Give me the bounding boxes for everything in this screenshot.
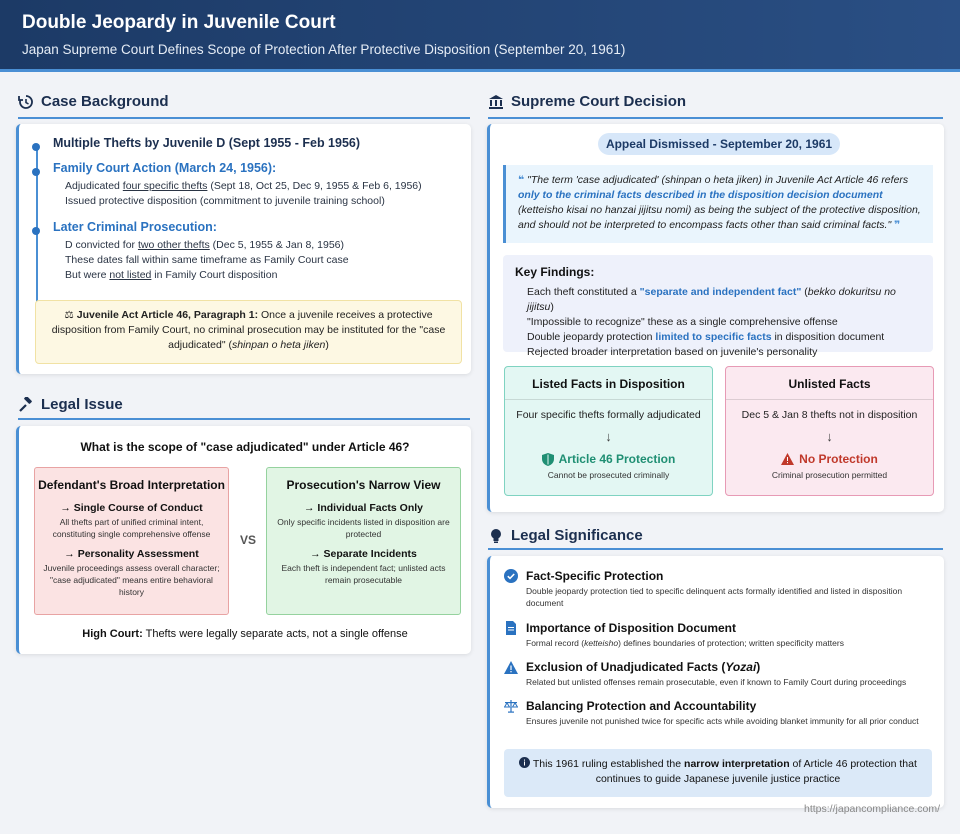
significance-item: Fact-Specific Protection Double jeopardy protection tied to specific delinquent acts formally identified and listed in disposition document	[504, 569, 924, 609]
finding-item: Rejected broader interpretation based on juvenile's personality	[527, 346, 818, 358]
timeline-item: Family Court Action (March 24, 1956): Adjudicated four specific thefts (Sept 18, Oct 25, Dec 9, 1955 & Feb 6, 1956) Issued protective disposition (commitment to juvenile training school)	[37, 161, 457, 209]
defendant-interpretation-box: Defendant's Broad Interpretation → Single Course of Conduct All thefts part of unified criminal intent, constituting single comprehensive offense → Personality Assessment Juvenile proceedings assess overall character; "case adjudicated" means entire behavioral history	[34, 467, 229, 615]
timeline	[37, 134, 457, 283]
significance-item: Balancing Protection and Accountability Ensures juvenile not punished twice for specific acts while avoiding blanket immunity for all prior conduct	[504, 699, 924, 727]
significance-item: Importance of Disposition Document Formal record (ketteisho) defines boundaries of protection; written specificity matters	[504, 621, 924, 649]
section-divider	[18, 117, 470, 119]
prosecution-view-box: Prosecution's Narrow View → Individual Facts Only Only specific incidents listed in disposition are protected → Separate Incidents Each theft is independent fact; unlisted acts remain prosecutable	[266, 467, 461, 615]
case-background-card	[16, 124, 471, 374]
issue-question: What is the scope of "case adjudicated" under Article 46?	[80, 440, 410, 454]
listed-facts-box: Listed Facts in Disposition Four specific thefts formally adjudicated ↓ Article 46 Protection Cannot be prosecuted criminally	[504, 366, 713, 496]
timeline-dot	[32, 227, 40, 235]
article-46-callout: ⚖ Juvenile Act Article 46, Paragraph 1: Once a juvenile receives a protective disposition from Family Court, no criminal prosecution may be instituted for the "case adjudicated" (shinpan o heta jiken)	[35, 300, 462, 364]
case-background-heading: Case Background	[18, 93, 169, 110]
page-header	[0, 0, 960, 72]
warning-icon	[781, 453, 794, 465]
page-title: Double Jeopardy in Juvenile Court	[22, 12, 336, 33]
timeline-dot	[32, 168, 40, 176]
unlisted-facts-box: Unlisted Facts Dec 5 & Jan 8 thefts not in disposition ↓ No Protection Criminal prosecution permitted	[725, 366, 934, 496]
down-arrow-icon: ↓	[605, 429, 612, 444]
timeline-item: Multiple Thefts by Juvenile D (Sept 1955 - Feb 1956)	[37, 136, 457, 150]
decision-card	[487, 124, 944, 512]
check-circle-icon	[504, 569, 518, 583]
ruling-summary: This 1961 ruling established the narrow interpretation of Article 46 protection that continues to guide Japanese juvenile justice practice	[504, 749, 932, 797]
significance-item: Exclusion of Unadjudicated Facts (Yozai) Related but unlisted offenses remain prosecutable, even if known to Family Court during proceedings	[504, 660, 924, 688]
vs-label: VS	[240, 533, 257, 547]
page-subtitle: Japan Supreme Court Defines Scope of Protection After Protective Disposition (September 20, 1961)	[22, 42, 626, 57]
section-divider	[488, 548, 943, 550]
timeline-detail: Adjudicated four specific thefts (Sept 18, Oct 25, Dec 9, 1955 & Feb 6, 1956)	[65, 180, 422, 192]
shield-icon	[542, 453, 554, 466]
high-court-note: High Court: Thefts were legally separate acts, not a single offense	[82, 628, 408, 640]
finding-item: "Impossible to recognize" these as a single comprehensive offense	[527, 316, 838, 328]
warning-icon	[504, 661, 518, 674]
gavel-icon	[18, 397, 34, 413]
info-icon	[519, 757, 530, 768]
document-icon	[504, 621, 518, 635]
balance-scale-icon	[504, 699, 518, 713]
courthouse-icon	[488, 94, 504, 110]
legal-issue-card	[16, 426, 471, 654]
down-arrow-icon: ↓	[826, 429, 833, 444]
finding-item: Each theft constituted a "separate and independent fact" (bekko dokuritsu no jijitsu)	[527, 286, 896, 313]
key-findings: Key Findings: Each theft constituted a "separate and independent fact" (bekko dokuritsu no jijitsu) "Impossible to recognize" these as a single comprehensive offense Double jeopardy protection limited to specific facts in disposition document Rejected broader interpretation based on juvenile's personality	[503, 255, 933, 352]
section-divider	[488, 117, 943, 119]
court-quote: ❝ "The term 'case adjudicated' (shinpan o heta jiken) in Juvenile Act Article 46 refers only to the criminal facts described in the disposition decision document (ketteisho kisai no hanzai jijitsu nomi) as being the subject of the protective disposition, and should not be interpreted to encompass facts other than said criminal facts." ❞	[503, 165, 933, 243]
lightbulb-icon	[488, 528, 504, 544]
timeline-dot	[32, 143, 40, 151]
appeal-dismissed-badge: Appeal Dismissed - September 20, 1961	[598, 133, 840, 155]
section-divider	[18, 418, 470, 420]
timeline-detail: D convicted for two other thefts (Dec 5, 1955 & Jan 8, 1956)	[65, 239, 344, 251]
scales-icon: ⚖	[64, 309, 74, 321]
history-icon	[18, 94, 34, 110]
decision-heading: Supreme Court Decision	[488, 93, 686, 110]
significance-heading: Legal Significance	[488, 527, 643, 544]
significance-card	[487, 556, 944, 808]
timeline-item: Later Criminal Prosecution: D convicted for two other thefts (Dec 5, 1955 & Jan 8, 1956) These dates fall within same timeframe as Family Court case But were not listed in Family Court disposition	[37, 220, 457, 283]
timeline-detail: But were not listed in Family Court disposition	[65, 269, 278, 281]
footer-url: https://japancompliance.com/	[804, 803, 940, 815]
finding-item: Double jeopardy protection limited to specific facts in disposition document	[527, 331, 885, 343]
legal-issue-heading: Legal Issue	[18, 396, 123, 413]
